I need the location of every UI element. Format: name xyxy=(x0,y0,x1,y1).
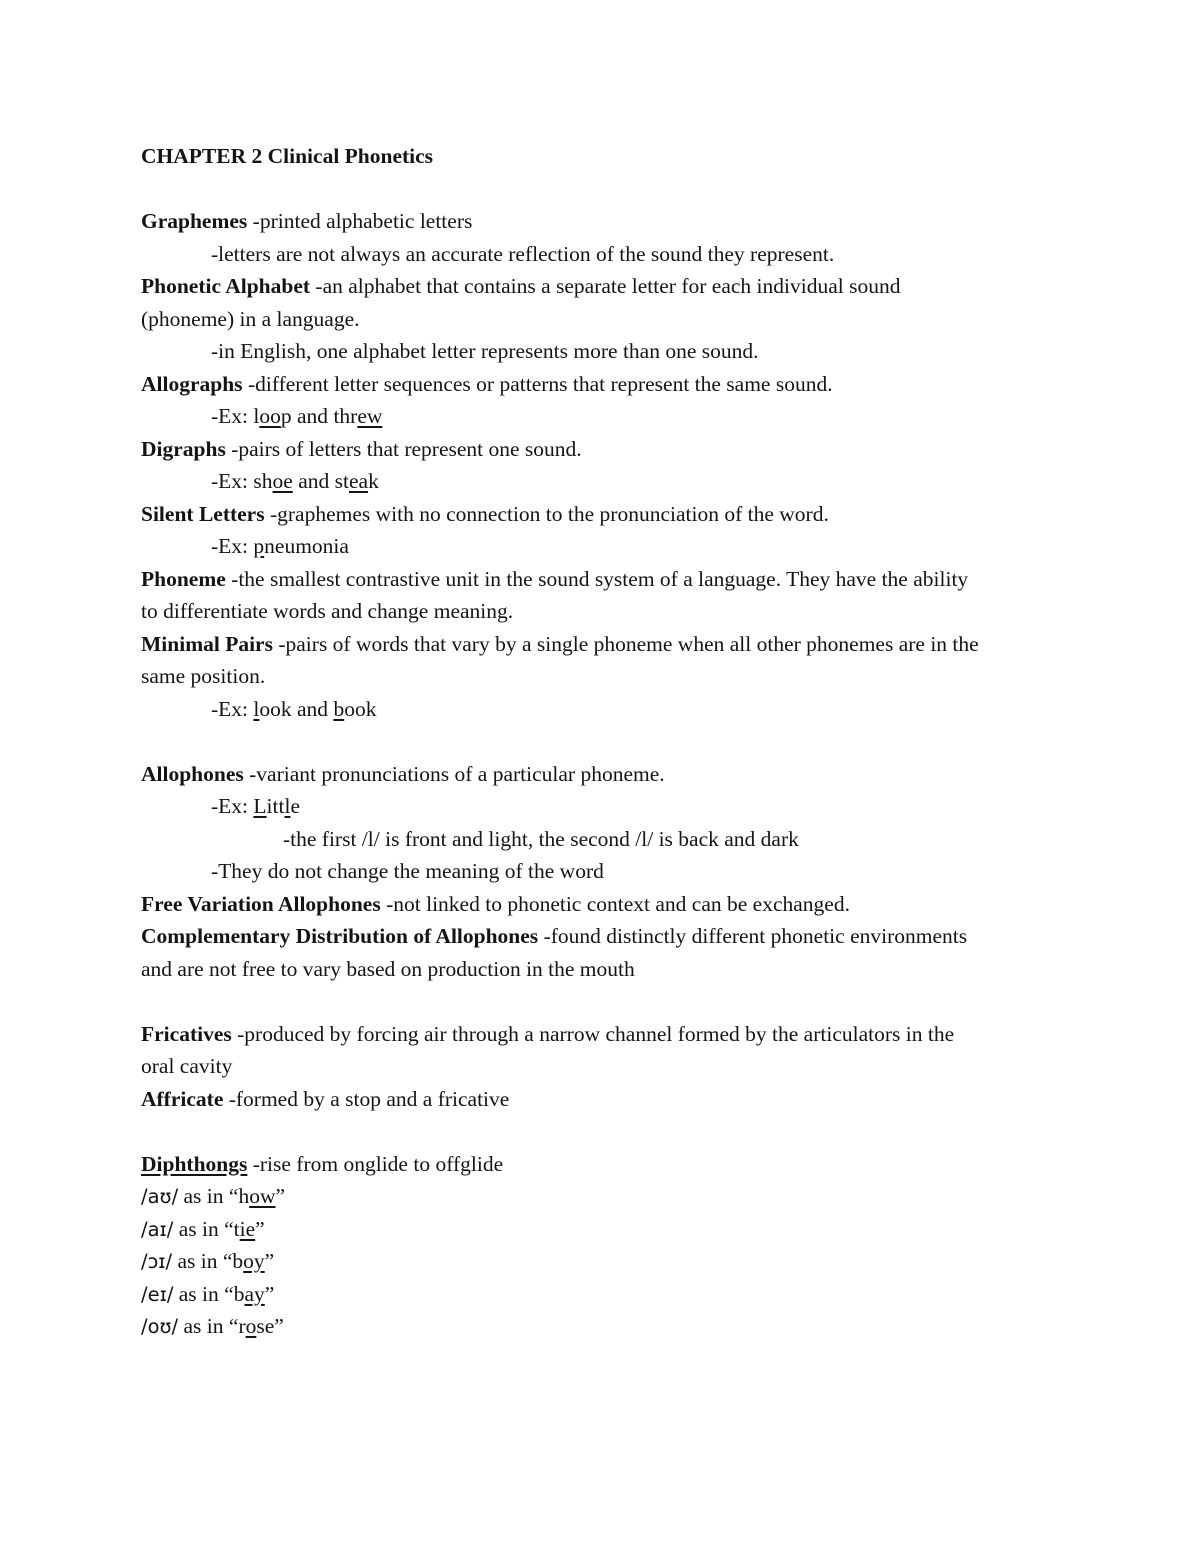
example-underlined: ie xyxy=(239,1216,256,1241)
example-text: as in “ xyxy=(173,1216,234,1241)
affricate-entry xyxy=(141,1083,1081,1116)
graphemes-note: -letters are not always an accurate reflection of the sound they represent. xyxy=(211,241,835,266)
example-text: ook and xyxy=(259,696,334,721)
affricate-term: Affricate xyxy=(141,1086,224,1111)
example-prefix: -Ex: xyxy=(211,794,254,818)
diphthongs-entry xyxy=(141,1148,1081,1181)
digraphs-example xyxy=(141,465,1081,498)
ipa-symbol: /aɪ/ xyxy=(141,1217,174,1241)
digraphs-term: Digraphs xyxy=(141,436,226,461)
ipa-symbol: /ɔɪ/ xyxy=(141,1250,173,1273)
example-text: and xyxy=(291,404,334,428)
spacer xyxy=(141,1115,1081,1148)
example-underlined: L xyxy=(253,794,267,818)
ipa-symbol: /aʊ/ xyxy=(141,1185,179,1208)
example-text: as in “ xyxy=(173,1281,234,1306)
fricatives-entry xyxy=(141,1018,1081,1051)
phoneme-entry xyxy=(141,563,1081,596)
phoneme-definition: -the smallest contrastive unit in the sound system of a language. They have the ability xyxy=(225,566,969,591)
fricatives-definition-cont: oral cavity xyxy=(141,1054,233,1078)
silent-letters-entry xyxy=(141,498,1081,531)
affricate-definition: -formed by a stop and a fricative xyxy=(223,1086,510,1111)
example-text: ” xyxy=(264,1281,275,1306)
diphthong-item xyxy=(141,1310,1081,1343)
diphthong-item xyxy=(141,1180,1081,1213)
silent-letters-term: Silent Letters xyxy=(141,501,265,526)
example-text: and xyxy=(292,469,335,493)
allophones-term: Allophones xyxy=(141,761,244,786)
diphthongs-definition: -rise from onglide to offglide xyxy=(247,1151,504,1176)
example-text: r xyxy=(238,1314,246,1338)
phonetic-alphabet-definition: -an alphabet that contains a separate letter for each individual sound xyxy=(310,274,901,298)
allophones-example xyxy=(141,790,1081,823)
phonetic-alphabet-entry xyxy=(141,270,1081,303)
example-underlined: oy xyxy=(243,1249,265,1273)
spacer xyxy=(141,985,1081,1018)
example-underlined: b xyxy=(333,696,345,721)
graphemes-term: Graphemes xyxy=(141,209,248,233)
complementary-definition-cont: and are not free to vary based on production in the mouth xyxy=(141,956,635,981)
digraphs-definition: -pairs of letters that represent one sound. xyxy=(225,436,582,461)
example-underlined: p xyxy=(253,534,265,558)
example-underlined: ow xyxy=(249,1184,276,1208)
complementary-entry xyxy=(141,920,1081,953)
example-text: ” xyxy=(275,1184,286,1208)
example-text: as in “ xyxy=(178,1314,239,1338)
example-underlined: ew xyxy=(357,404,383,428)
complementary-definition: -found distinctly different phonetic environments xyxy=(538,924,968,948)
document-page xyxy=(141,140,1081,1343)
complementary-term: Complementary Distribution of Allophones xyxy=(141,924,539,948)
example-underlined: ea xyxy=(348,469,369,493)
example-underlined: oe xyxy=(272,469,293,493)
example-text: ” xyxy=(264,1249,275,1273)
allographs-definition: -different letter sequences or patterns that represent the same sound. xyxy=(242,371,833,396)
graphemes-entry xyxy=(141,205,1081,238)
example-prefix: -Ex: xyxy=(211,696,254,721)
phonetic-alphabet-note: -in English, one alphabet letter represents more than one sound. xyxy=(211,339,759,363)
free-variation-term: Free Variation Allophones xyxy=(141,891,381,916)
phonetic-alphabet-definition-cont: (phoneme) in a language. xyxy=(141,306,360,331)
example-text: ook xyxy=(344,696,377,721)
minimal-pairs-example xyxy=(141,693,1081,726)
silent-letters-example xyxy=(141,530,1081,563)
allophones-entry xyxy=(141,758,1081,791)
fricatives-term: Fricatives xyxy=(141,1021,232,1046)
example-text: b xyxy=(233,1281,245,1306)
free-variation-definition: -not linked to phonetic context and can be exchanged. xyxy=(380,891,850,916)
free-variation-entry xyxy=(141,888,1081,921)
diphthong-item xyxy=(141,1213,1081,1246)
example-text: neumonia xyxy=(264,534,349,558)
allophones-sub-note: -the first /l/ is front and light, the second /l/ is back and dark xyxy=(283,826,799,851)
example-text: as in “ xyxy=(172,1249,233,1273)
example-text: ” xyxy=(255,1216,265,1241)
digraphs-entry xyxy=(141,433,1081,466)
minimal-pairs-definition-cont: same position. xyxy=(141,664,266,688)
silent-letters-definition: -graphemes with no connection to the pronunciation of the word. xyxy=(264,501,829,526)
allophones-note: -They do not change the meaning of the word xyxy=(211,859,604,883)
example-text: t xyxy=(233,1216,240,1241)
graphemes-definition: -printed alphabetic letters xyxy=(247,209,473,233)
example-text: l xyxy=(253,404,260,428)
allographs-term: Allographs xyxy=(141,371,243,396)
phonetic-alphabet-term: Phonetic Alphabet xyxy=(141,274,311,298)
phoneme-term: Phoneme xyxy=(141,566,226,591)
example-underlined: l xyxy=(284,794,291,818)
example-underlined: o xyxy=(245,1314,257,1338)
chapter-title: CHAPTER 2 Clinical Phonetics xyxy=(141,144,434,168)
example-underlined: oo xyxy=(259,404,281,428)
diphthong-item xyxy=(141,1278,1081,1311)
example-text: ” xyxy=(274,1314,284,1338)
example-text: k xyxy=(368,469,379,493)
minimal-pairs-entry xyxy=(141,628,1081,661)
example-text: se xyxy=(256,1314,275,1338)
fricatives-definition: -produced by forcing air through a narrow channel formed by the articulators in the xyxy=(231,1021,955,1046)
minimal-pairs-term: Minimal Pairs xyxy=(141,631,273,656)
diphthong-item xyxy=(141,1245,1081,1278)
allographs-example xyxy=(141,400,1081,433)
phoneme-definition-cont: to differentiate words and change meaning. xyxy=(141,599,514,623)
example-text: h xyxy=(238,1184,250,1208)
allographs-entry xyxy=(141,368,1081,401)
example-underlined: l xyxy=(253,696,260,721)
allophones-definition: -variant pronunciations of a particular phoneme. xyxy=(243,761,665,786)
example-underlined: ay xyxy=(244,1281,265,1306)
example-prefix: -Ex: xyxy=(211,469,254,493)
example-text: st xyxy=(334,469,349,493)
example-prefix: -Ex: xyxy=(211,534,254,558)
ipa-symbol: /eɪ/ xyxy=(141,1282,174,1306)
example-text: b xyxy=(232,1249,244,1273)
minimal-pairs-definition: -pairs of words that vary by a single phoneme when all other phonemes are in the xyxy=(272,631,979,656)
example-text: p xyxy=(280,404,292,428)
example-text: thr xyxy=(333,404,358,428)
spacer xyxy=(141,173,1081,206)
example-text: as in “ xyxy=(178,1184,239,1208)
diphthongs-term: Diphthongs xyxy=(141,1151,248,1176)
ipa-symbol: /oʊ/ xyxy=(141,1315,179,1338)
example-text: e xyxy=(290,794,300,818)
example-text: itt xyxy=(266,794,285,818)
example-prefix: -Ex: xyxy=(211,404,254,428)
example-text: sh xyxy=(253,469,273,493)
spacer xyxy=(141,725,1081,758)
